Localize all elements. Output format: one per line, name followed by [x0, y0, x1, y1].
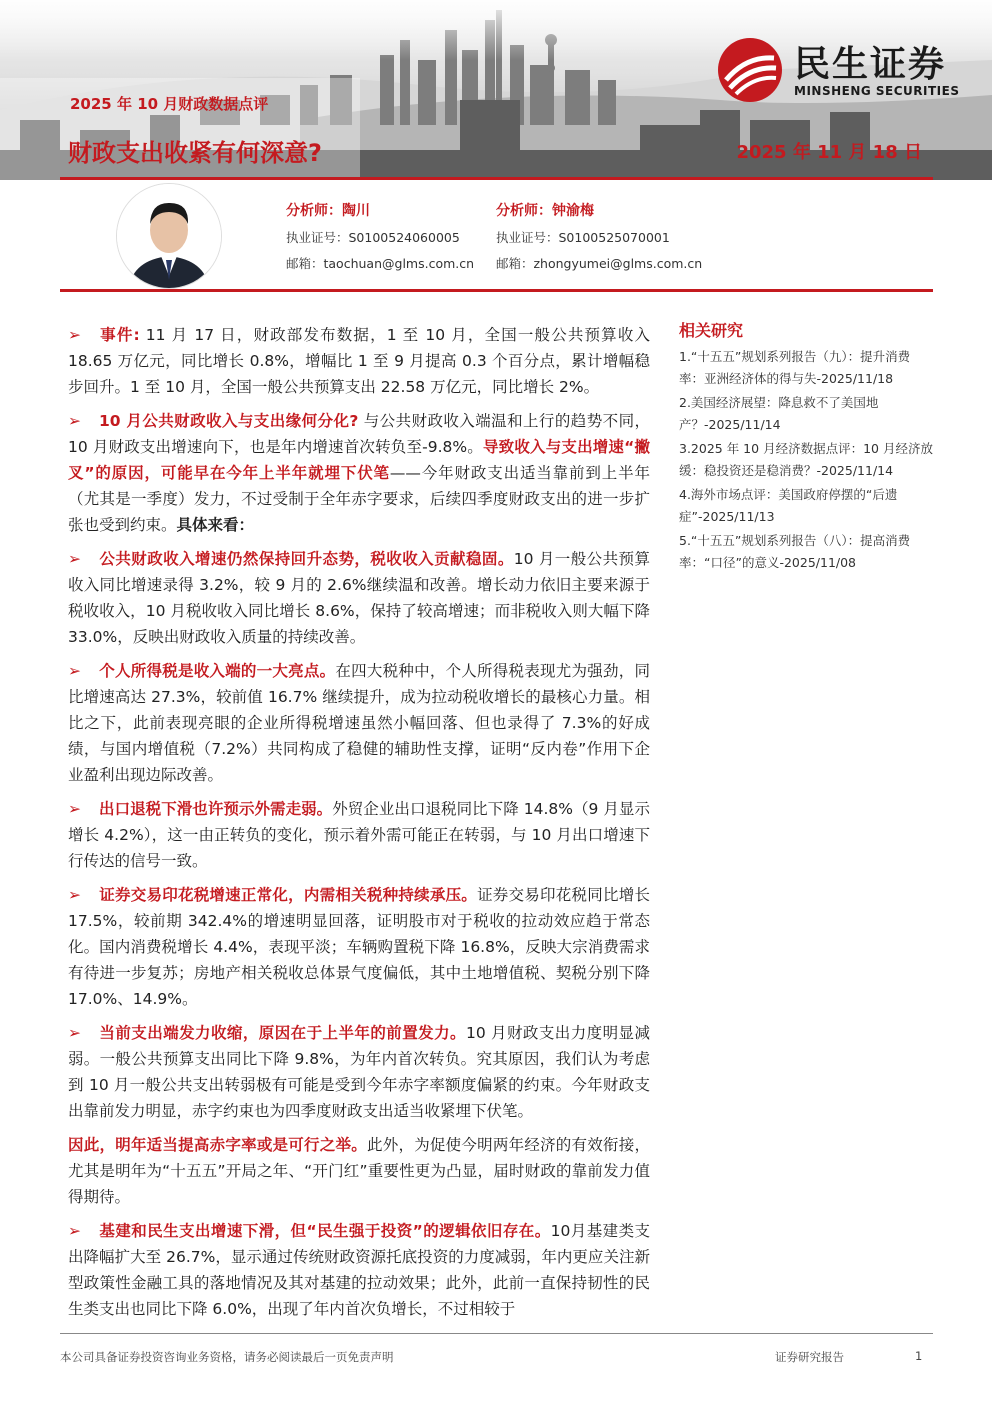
analyst-cert: 执业证号：S0100524060005 — [286, 230, 460, 245]
paragraph-export-rebate: ➢ 出口退税下滑也许预示外需走弱。外贸企业出口退税同比下降 14.8%（9 月显示增长 4.2%），这一由正转负的变化，预示着外需可能正在转弱，与 10 月出口增速下行传达的信号一致。 — [68, 800, 650, 870]
related-research-item[interactable]: 2.美国经济展望：降息救不了美国地产？-2025/11/14 — [679, 395, 879, 432]
bullet-arrow-icon: ➢ — [68, 886, 81, 904]
bullet-arrow-icon: ➢ — [68, 662, 81, 680]
analyst-divider — [60, 289, 933, 292]
logo-english-name: MINSHENG SECURITIES — [794, 84, 960, 98]
paragraph-income-tax: ➢ 个人所得税是收入端的一大亮点。在四大税种中，个人所得税表现尤为强劲，同比增速高达 27.3%，较前值 16.7% 继续提升，成为拉动税收增长的最核心力量。相比之下，此前表现亮眼的企业所得税增速虽然小幅回落、但也录得了 7.3%的好成绩，与国内增值税（7.2%）共同构成了稳健的辅助性支撑，证明“反内卷”作用下企业盈利出现边际改善。 — [68, 662, 650, 784]
related-research-item[interactable]: 3.2025 年 10 月经济数据点评：10 月经济放缓：稳投资还是稳消费？-2025/11/14 — [679, 441, 933, 478]
paragraph-revenue: ➢ 公共财政收入增速仍然保持回升态势，税收收入贡献稳固。10 月一般公共预算收入同比增速录得 3.2%，较 9 月的 2.6%继续温和改善。增长动力依旧主要来源于税收收入，10 月税收收入同比增长 8.6%，保持了较高增速；而非税收入则大幅下降 33.0%，反映出财政收入质量的持续改善。 — [68, 550, 650, 646]
report-series: 2025 年 10 月财政数据点评 — [70, 95, 269, 113]
paragraph-divergence: ➢ 10 月公共财政收入与支出缘何分化? 与公共财政收入端温和上行的趋势不同，10 月财政支出增速向下，也是年内增速首次转负至-9.8%。导致收入与支出增速“撇叉”的原因，可能早在今年上半年就埋下伏笔——今年财政支出适当靠前到上半年（尤其是一季度）发力，不过受制于全年赤字要求，后续四季度财政支出的进一步扩张也受到约束。具体来看： — [68, 412, 650, 534]
analyst-card-2 — [496, 200, 702, 280]
related-research-sidebar — [679, 320, 934, 576]
header-divider — [60, 177, 933, 180]
report-date: 2025 年 11 月 18 日 — [736, 142, 922, 163]
sidebar-title: 相关研究 — [679, 321, 744, 340]
analyst-email[interactable]: 邮箱：taochuan@glms.com.cn — [286, 256, 475, 271]
paragraph-event: ➢ 事件: 11 月 17 日，财政部发布数据，1 至 10 月，全国一般公共预算收入 18.65 万亿元，同比增长 0.8%，增幅比 1 至 9 月提高 0.3 个百分点，累计增幅稳步回升。1 至 10 月，全国一般公共预算支出 22.58 万亿元，同比增长 2%。 — [68, 326, 650, 396]
header-banner — [0, 0, 992, 180]
page-number: 1 — [915, 1349, 923, 1363]
bullet-arrow-icon: ➢ — [68, 412, 81, 430]
bullet-arrow-icon: ➢ — [68, 1222, 81, 1240]
related-research-item[interactable]: 5.“十五五”规划系列报告（八）：提高消费率：“口径”的意义-2025/11/08 — [679, 533, 911, 570]
bullet-arrow-icon: ➢ — [68, 326, 81, 344]
related-research-item[interactable]: 1.“十五五”规划系列报告（九）：提升消费率：亚洲经济体的得与失-2025/11/18 — [679, 349, 911, 386]
minsheng-logo — [716, 36, 966, 106]
footer-report-type: 证券研究报告 — [775, 1350, 844, 1364]
logo-chinese-name: 民生证券 — [794, 44, 947, 85]
footer-disclaimer: 本公司具备证券投资咨询业务资格，请务必阅读最后一页免责声明 — [60, 1350, 394, 1364]
related-research-item[interactable]: 4.海外市场点评：美国政府停摆的“后遗症”-2025/11/13 — [679, 487, 898, 524]
footer-divider — [60, 1333, 933, 1334]
bullet-arrow-icon: ➢ — [68, 1024, 81, 1042]
analyst-name: 分析师：钟渝梅 — [496, 203, 594, 219]
paragraph-stamp-tax: ➢ 证券交易印花税增速正常化，内需相关税种持续承压。证券交易印花税同比增长 17.5%，较前期 342.4%的增速明显回落，证明股市对于税收的拉动效应趋于常态化。国内消费税增长 4.4%，表现平淡；车辆购置税下降 16.8%，反映大宗消费需求有待进一步复苏；房地产相关税收总体景气度偏低，其中土地增值税、契税分别下降 17.0%、14.9%。 — [68, 886, 650, 1008]
report-title: 财政支出收紧有何深意? — [68, 139, 322, 167]
analyst-email[interactable]: 邮箱：zhongyumei@glms.com.cn — [496, 256, 703, 271]
paragraph-expenditure: ➢ 当前支出端发力收缩，原因在于上半年的前置发力。10 月财政支出力度明显减弱。一般公共预算支出同比下降 9.8%，为年内首次转负。究其原因，我们认为考虑到 10 月一般公共支出转弱极有可能是受到今年赤字率额度偏紧的约束。今年财政支出靠前发力明显，赤字约束也为四季度财政支出适当收紧埋下伏笔。 — [68, 1024, 650, 1120]
analyst-avatar — [116, 183, 222, 289]
bullet-arrow-icon: ➢ — [68, 550, 81, 568]
bullet-arrow-icon: ➢ — [68, 800, 81, 818]
paragraph-infrastructure: ➢ 基建和民生支出增速下滑，但“民生强于投资”的逻辑依旧存在。10月基建类支出降幅扩大至 26.7%，显示通过传统财政资源托底投资的力度减弱，年内更应关注新型政策性金融工具的落地情况及其对基建的拉动效果；此外，此前一直保持韧性的民生类支出也同比下降 6.0%，出现了年内首次负增长，不过相较于 — [68, 1222, 650, 1318]
report-body — [68, 322, 650, 1330]
analyst-card-1 — [286, 200, 474, 280]
minsheng-emblem-icon — [716, 36, 786, 106]
analyst-cert: 执业证号：S0100525070001 — [496, 230, 670, 245]
analyst-name: 分析师：陶川 — [286, 203, 370, 219]
paragraph-deficit: 因此，明年适当提高赤字率或是可行之举。此外，为促使今明两年经济的有效衔接，尤其是明年为“十五五”开局之年、“开门红”重要性更为凸显，届时财政的靠前发力值得期待。 — [68, 1136, 650, 1206]
